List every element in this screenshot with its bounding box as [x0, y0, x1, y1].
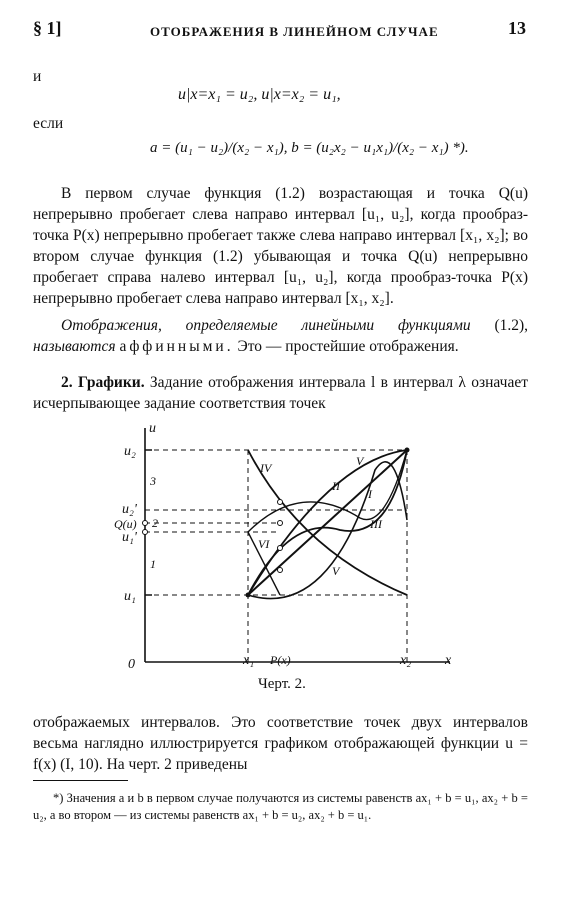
point-d: [278, 568, 283, 573]
section-marker: § 1]: [33, 18, 62, 38]
footnote: *) Значения a и b в первом случае получаются из системы равенств ax₁ + b = u₁, ax₂ + b = u₂, а во втором — из системы равенств ax₁ + b = u₂, ax₂ + b = u₁.: [33, 791, 528, 822]
p2-italic: Отображения, определяемые линейными функциями: [61, 317, 471, 334]
p2-rest: Это — простейшие отображения.: [237, 338, 459, 355]
label-x-axis: x: [445, 653, 452, 668]
word-if: если: [33, 115, 64, 132]
section-heading: 2. Графики.: [61, 374, 145, 391]
formula-boundary: u|x=x₁ = u₂, u|x=x₂ = u₁,: [178, 86, 341, 103]
running-title: ОТОБРАЖЕНИЯ В ЛИНЕЙНОМ СЛУЧАЕ: [150, 24, 439, 39]
p2-number: (1.2),: [494, 317, 529, 334]
label-curve-V: V: [356, 454, 364, 468]
paragraph-4: отображаемых интервалов. Это соответствие точек двух интервалов весьма наглядно иллюстрируется графиком отображающей функции u = f(x) (I, 10). На черт. 2 приведены: [33, 714, 528, 773]
figure-caption: Черт. 2.: [258, 676, 306, 692]
point-q-axis: [143, 521, 148, 526]
label-x2: x₂: [400, 653, 412, 668]
point-c: [278, 546, 283, 551]
paragraph-1: В первом случае функция (1.2) возрастающая и точка Q(u) непрерывно пробегает слева направо интервал [u₁, u₂], когда прообраз-точка P(x) непрерывно пробегает также слева направо интервал [x₁, x₂]; во втором случае функция (1.2) убывающая и точка Q(u) непрерывно пробегает справа налево интервал [u₁, u₂], когда прообраз-точка P(x) непрерывно пробегает слева направо интервал [x₁, x₂].: [33, 185, 528, 307]
point-b: [278, 521, 283, 526]
footnote-rule: [33, 780, 128, 781]
page-number: 13: [508, 18, 526, 38]
label-curve-I: I: [368, 487, 372, 501]
formula-coefficients: a = (u₁ − u₂)/(x₂ − x₁), b = (u₂x₂ − u₁x₁)/(x₂ − x₁) *).: [150, 140, 469, 156]
label-Qu: Q(u): [114, 517, 137, 531]
label-seg3: 3: [150, 474, 156, 488]
label-seg1: 1: [150, 557, 156, 571]
point-a: [278, 500, 283, 505]
label-Px: P(x): [270, 653, 291, 667]
p3-text: Задание отображения интервала l в интервал λ означает исчерпывающее задание соответствия точек: [33, 374, 529, 412]
p2-italic-2: называются: [33, 338, 116, 355]
paragraph-2: [33, 315, 528, 357]
label-origin: 0: [128, 657, 135, 672]
label-curve-IV: IV: [260, 461, 272, 475]
word-and: и: [33, 68, 42, 85]
label-curve-VI: VI: [258, 537, 270, 551]
figure-chart-2: [100, 420, 470, 675]
label-seg2: 2: [152, 516, 158, 530]
label-x1: x₁: [243, 653, 255, 668]
p2-spaced: аффинными.: [119, 338, 234, 355]
paragraph-3: [33, 372, 528, 414]
label-curve-II: II: [332, 479, 340, 493]
label-u2p: u₂': [122, 502, 137, 517]
label-u1p: u₁': [122, 530, 137, 545]
label-curve-III: III: [370, 517, 382, 531]
label-u-axis: u: [149, 421, 156, 436]
point-u1p-axis: [143, 530, 148, 535]
label-u1: u₁: [124, 589, 136, 604]
label-u2: u₂: [124, 444, 136, 459]
label-curve-V2: V: [332, 564, 340, 578]
